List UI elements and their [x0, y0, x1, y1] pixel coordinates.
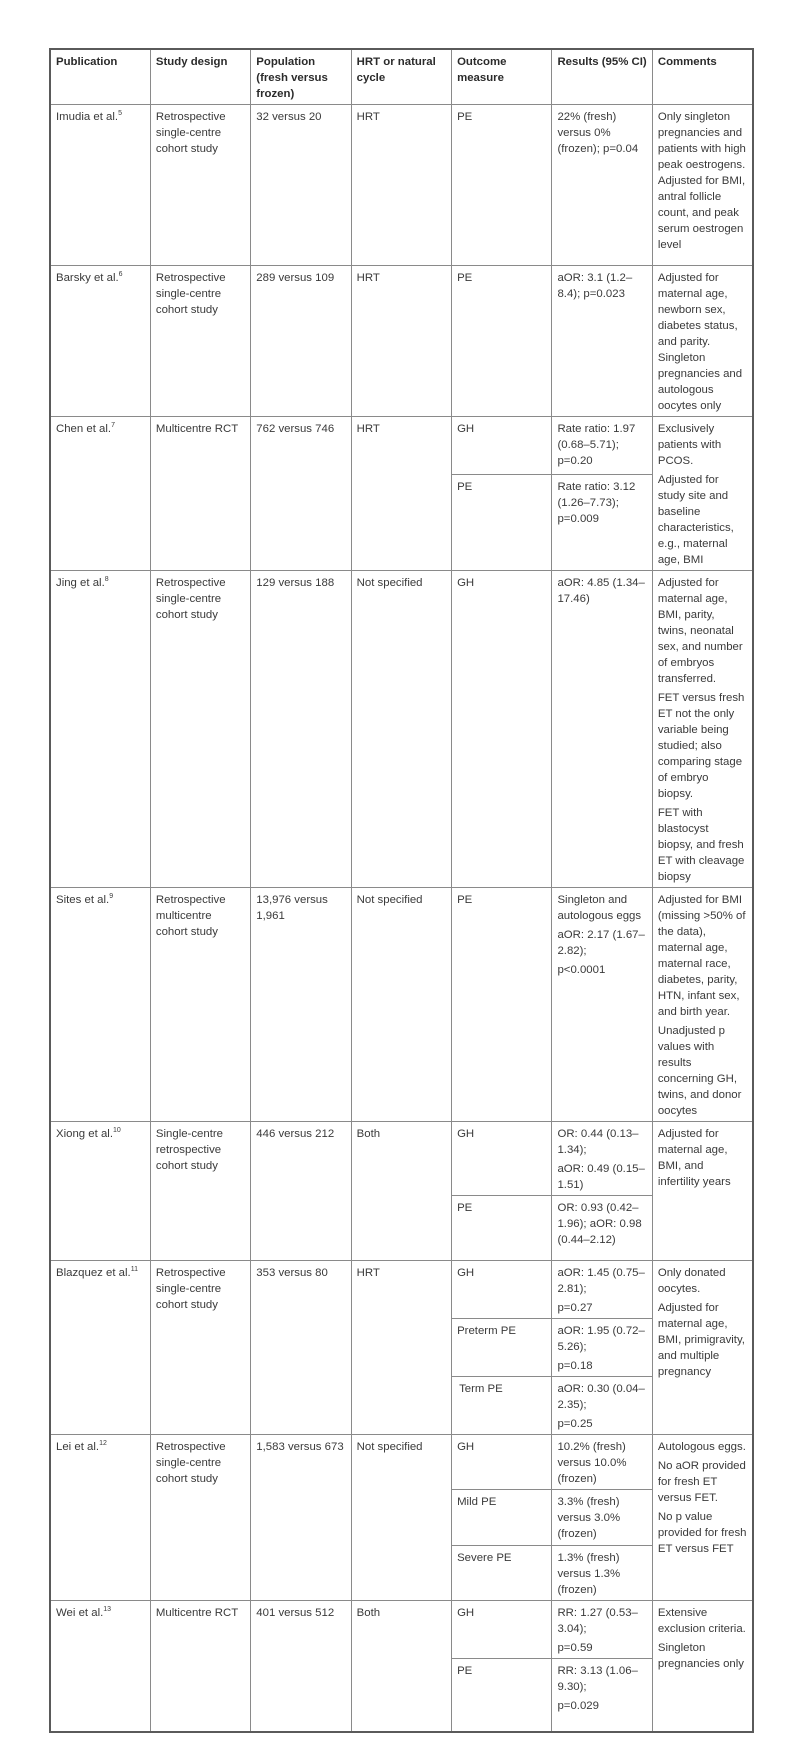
publication-name: Wei et al. [56, 1607, 104, 1619]
publication-cell [50, 417, 150, 571]
header-results: Results (95% CI) [552, 49, 652, 105]
reference-number: 6 [118, 271, 123, 278]
cycle-cell: HRT [351, 105, 451, 266]
header-cycle: HRT or natural cycle [351, 49, 451, 105]
publication-cell [50, 1122, 150, 1261]
outcome-measure-cell: PE [452, 105, 552, 266]
table-row [50, 105, 753, 266]
population-cell: 32 versus 20 [251, 105, 351, 266]
reference-number: 5 [118, 110, 122, 117]
results-cell [552, 1659, 652, 1732]
result-text: RR: 3.13 (1.06–9.30); [557, 1665, 638, 1693]
table-body [50, 105, 753, 1732]
header-comments: Comments [652, 49, 752, 105]
reference-number: 11 [130, 1266, 138, 1273]
result-text: Rate ratio: 3.12 (1.26–7.73); p=0.009 [557, 480, 636, 525]
results-cell [552, 1319, 652, 1377]
cycle-cell: Not specified [351, 1435, 451, 1601]
comments-cell [652, 888, 752, 1122]
cycle-cell: HRT [351, 417, 451, 571]
study-design-cell: Retrospective single-centre cohort study [150, 571, 250, 888]
comment-text: Singleton pregnancies only [657, 1642, 744, 1670]
result-text: p=0.59 [557, 1642, 593, 1654]
results-cell [552, 105, 652, 266]
publication-name: Sites et al. [56, 894, 110, 906]
comment-text: Adjusted for maternal age, BMI, parity, twins, neonatal sex, and number of embryos transferred. [657, 577, 743, 685]
publication-cell [50, 571, 150, 888]
results-cell [552, 266, 652, 417]
result-text: 10.2% (fresh) versus 10.0% (frozen) [557, 1441, 627, 1485]
results-cell [552, 1601, 652, 1659]
result-text: aOR: 3.1 (1.2–8.4); p=0.023 [557, 272, 633, 300]
comments-cell [652, 266, 752, 417]
table-row [50, 417, 753, 475]
reference-number: 8 [104, 576, 109, 583]
result-text: aOR: 2.17 (1.67–2.82); [557, 929, 645, 957]
result-text: 22% (fresh) versus 0% (frozen); p=0.04 [557, 111, 639, 155]
table-row [50, 1122, 753, 1196]
table-row [50, 1261, 753, 1319]
result-text: OR: 0.44 (0.13–1.34); [557, 1128, 639, 1156]
cycle-cell: Not specified [351, 571, 451, 888]
publication-cell [50, 105, 150, 266]
cycle-cell: HRT [351, 266, 451, 417]
publication-cell [50, 266, 150, 417]
comment-text: Adjusted for maternal age, BMI, primigravity, and multiple pregnancy [657, 1302, 745, 1378]
study-design-cell: Retrospective multicentre cohort study [150, 888, 250, 1122]
result-text: p=0.25 [557, 1418, 593, 1430]
outcome-measure-cell: PE [452, 888, 552, 1122]
study-design-cell: Retrospective single-centre cohort study [150, 266, 250, 417]
results-cell [552, 474, 652, 570]
results-cell [552, 888, 652, 1122]
population-cell: 289 versus 109 [251, 266, 351, 417]
reference-number: 12 [99, 1440, 107, 1447]
result-text: aOR: 0.49 (0.15–1.51) [557, 1163, 645, 1191]
comments-cell [652, 1601, 752, 1732]
results-cell [552, 417, 652, 475]
header-outcome: Outcome measure [452, 49, 552, 105]
outcome-measure-cell: GH [452, 1122, 552, 1196]
cycle-cell: Not specified [351, 888, 451, 1122]
comment-text: Exclusively patients with PCOS. [657, 423, 722, 467]
population-cell: 13,976 versus 1,961 [251, 888, 351, 1122]
outcome-measure-cell: Preterm PE [452, 1319, 552, 1377]
outcome-measure-cell: Term PE [452, 1377, 552, 1435]
table-row [50, 1435, 753, 1490]
result-text: 1.3% (fresh) versus 1.3% (frozen) [557, 1552, 621, 1596]
outcome-measure-cell: PE [452, 1659, 552, 1732]
results-cell [552, 1122, 652, 1196]
header-population: Population (fresh versus frozen) [251, 49, 351, 105]
study-design-cell: Multicentre RCT [150, 1601, 250, 1732]
population-cell: 129 versus 188 [251, 571, 351, 888]
comments-cell [652, 1435, 752, 1601]
results-cell [552, 571, 652, 888]
population-cell: 762 versus 746 [251, 417, 351, 571]
results-cell [552, 1377, 652, 1435]
comment-text: Adjusted for maternal age, newborn sex, diabetes status, and parity. Singleton pregnancies and autologous oocytes only [657, 272, 743, 412]
header-publication: Publication [50, 49, 150, 105]
comments-cell [652, 1261, 752, 1435]
result-text: p=0.18 [557, 1360, 593, 1372]
results-cell [552, 1261, 652, 1319]
result-text: p<0.0001 [557, 964, 606, 976]
publication-cell [50, 1261, 150, 1435]
comment-text: Adjusted for maternal age, BMI, and infertility years [657, 1128, 731, 1188]
publication-name: Lei et al. [56, 1441, 100, 1453]
comments-cell [652, 1122, 752, 1261]
comment-text: FET versus fresh ET not the only variable being studied; also comparing stage of embryo biopsy. [657, 692, 745, 800]
study-design-cell: Retrospective single-centre cohort study [150, 105, 250, 266]
result-text: p=0.029 [557, 1700, 599, 1712]
results-cell [552, 1196, 652, 1261]
result-text: aOR: 1.45 (0.75–2.81); [557, 1267, 645, 1295]
comment-text: Unadjusted p values with results concerning GH, twins, and donor oocytes [657, 1025, 742, 1117]
outcome-measure-cell: PE [452, 266, 552, 417]
study-design-cell: Retrospective single-centre cohort study [150, 1435, 250, 1601]
result-text: aOR: 4.85 (1.34–17.46) [557, 577, 645, 605]
outcome-measure-cell: GH [452, 1601, 552, 1659]
outcome-measure-cell: PE [452, 1196, 552, 1261]
population-cell: 353 versus 80 [251, 1261, 351, 1435]
comment-text: No aOR provided for fresh ET versus FET. [657, 1460, 746, 1504]
study-design-cell: Single-centre retrospective cohort study [150, 1122, 250, 1261]
comment-text: Adjusted for BMI (missing >50% of the data), maternal age, maternal race, diabetes, parity, HTN, infant sex, and birth year. [657, 894, 746, 1018]
header-row [50, 49, 753, 105]
population-cell: 446 versus 212 [251, 1122, 351, 1261]
comment-text: Only donated oocytes. [657, 1267, 726, 1295]
study-design-cell: Multicentre RCT [150, 417, 250, 571]
result-text: p=0.27 [557, 1302, 593, 1314]
study-design-cell: Retrospective single-centre cohort study [150, 1261, 250, 1435]
cycle-cell: HRT [351, 1261, 451, 1435]
results-cell [552, 1546, 652, 1601]
comment-text: Only singleton pregnancies and patients with high peak oestrogens. Adjusted for BMI, antral follicle count, and peak serum oestrogen level [657, 111, 746, 251]
outcome-measure-cell: GH [452, 417, 552, 475]
result-text: Singleton and autologous eggs [557, 894, 642, 922]
publication-name: Barsky et al. [56, 272, 119, 284]
table-row [50, 571, 753, 888]
publication-name: Chen et al. [56, 423, 112, 435]
result-text: OR: 0.93 (0.42–1.96); aOR: 0.98 (0.44–2.12) [557, 1202, 642, 1246]
result-text: 3.3% (fresh) versus 3.0% (frozen) [557, 1496, 621, 1540]
outcome-measure-cell: GH [452, 571, 552, 888]
comment-text: FET with blastocyst biopsy, and fresh ET with cleavage biopsy [657, 807, 745, 883]
outcome-measure-cell: GH [452, 1261, 552, 1319]
results-cell [552, 1435, 652, 1490]
comment-text: No p value provided for fresh ET versus FET [657, 1511, 747, 1555]
publication-name: Imudia et al. [56, 111, 119, 123]
outcome-measure-cell: GH [452, 1435, 552, 1490]
cycle-cell: Both [351, 1601, 451, 1732]
table-row [50, 888, 753, 1122]
population-cell: 1,583 versus 673 [251, 1435, 351, 1601]
result-text: Rate ratio: 1.97 (0.68–5.71); p=0.20 [557, 423, 636, 467]
outcome-measure-cell: Mild PE [452, 1490, 552, 1546]
comments-cell [652, 105, 752, 266]
outcome-measure-cell: Severe PE [452, 1546, 552, 1601]
comments-cell [652, 571, 752, 888]
publication-name: Blazquez et al. [56, 1267, 131, 1279]
publication-cell [50, 1601, 150, 1732]
table-row [50, 266, 753, 417]
publication-name: Jing et al. [56, 577, 105, 589]
reference-number: 13 [103, 1606, 112, 1613]
publication-name: Xiong et al. [56, 1128, 113, 1140]
publication-cell [50, 888, 150, 1122]
population-cell: 401 versus 512 [251, 1601, 351, 1732]
table-row [50, 1601, 753, 1659]
header-study-design: Study design [150, 49, 250, 105]
result-text: RR: 1.27 (0.53–3.04); [557, 1607, 638, 1635]
publication-cell [50, 1435, 150, 1601]
results-cell [552, 1490, 652, 1546]
study-table [49, 48, 754, 1733]
result-text: aOR: 0.30 (0.04–2.35); [557, 1383, 645, 1411]
reference-number: 9 [109, 893, 114, 900]
comment-text: Adjusted for study site and baseline characteristics, e.g., maternal age, BMI [657, 474, 734, 566]
reference-number: 10 [113, 1127, 121, 1134]
comment-text: Extensive exclusion criteria. [657, 1607, 746, 1635]
cycle-cell: Both [351, 1122, 451, 1261]
outcome-measure-cell: PE [452, 474, 552, 570]
reference-number: 7 [111, 422, 115, 429]
comment-text: Autologous eggs. [657, 1441, 746, 1453]
result-text: aOR: 1.95 (0.72–5.26); [557, 1325, 645, 1353]
comments-cell [652, 417, 752, 571]
